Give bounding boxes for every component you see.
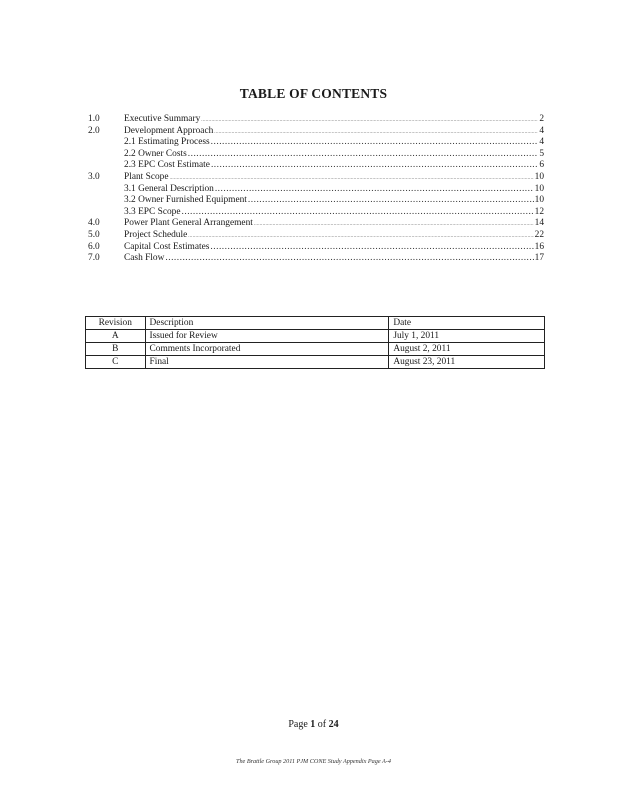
toc-entry[interactable]: [88, 230, 544, 242]
page-number-separator: of: [315, 719, 329, 730]
toc-leader-dots: [215, 184, 534, 196]
toc-entry[interactable]: [88, 195, 544, 207]
toc-leader-dots: [188, 149, 539, 161]
toc-entry-label: Cash Flow: [124, 253, 165, 264]
page-title: TABLE OF CONTENTS: [239, 86, 388, 101]
toc-entry-page: 10: [534, 183, 544, 194]
toc-entry-number: 2.0: [88, 125, 100, 136]
toc-entry-label: Executive Summary: [124, 114, 201, 124]
toc-entry[interactable]: [88, 114, 544, 126]
toc-entry[interactable]: [88, 207, 544, 219]
table-row: [86, 343, 545, 356]
toc-entry-page: 12: [534, 206, 544, 217]
toc-entry-number: 4.0: [88, 218, 100, 229]
toc-entry-number: 7.0: [88, 253, 100, 264]
toc-entry-label: Capital Cost Estimates: [124, 241, 210, 252]
toc-entry-page: 16: [534, 241, 544, 252]
toc-leader-dots: [165, 253, 533, 265]
toc-entry-page: 10: [534, 171, 544, 182]
description-cell: Final: [145, 356, 389, 369]
table-row: [86, 330, 545, 343]
toc-leader-dots: [211, 137, 539, 149]
toc-entry-page: 2: [539, 114, 544, 124]
toc-entry[interactable]: [88, 126, 544, 138]
toc-entry[interactable]: [88, 242, 544, 254]
toc-entry-label: 3.2 Owner Furnished Equipment: [124, 195, 247, 206]
toc-entry-label: Development Approach: [124, 125, 214, 136]
toc-entry-page: 6: [539, 160, 544, 171]
toc-entry-number: 6.0: [88, 241, 100, 252]
table-row: [86, 356, 545, 369]
page-number-current: 1: [310, 719, 316, 730]
toc-leader-dots: [210, 242, 533, 254]
date-cell: August 23, 2011: [389, 356, 545, 369]
toc-entry-page: 17: [534, 253, 544, 264]
toc-entry[interactable]: [88, 172, 544, 184]
revision-cell: B: [86, 343, 146, 356]
date-cell: August 2, 2011: [389, 343, 545, 356]
footer-note: The Brattle Group 2011 PJM CONE Study Appendix Page A-4: [236, 758, 391, 765]
toc-entry[interactable]: [88, 218, 544, 230]
description-cell: Comments Incorporated: [145, 343, 389, 356]
revision-cell: C: [86, 356, 146, 369]
revision-table: [85, 316, 545, 369]
toc-entry[interactable]: [88, 184, 544, 196]
date-cell: July 1, 2011: [389, 330, 545, 343]
toc-leader-dots: [182, 207, 534, 219]
toc-entry-page: 4: [539, 125, 544, 136]
toc-entry-page: 4: [539, 137, 544, 148]
toc-leader-dots: [211, 160, 538, 172]
page-number-total: 24: [328, 719, 339, 730]
description-cell: Issued for Review: [145, 330, 389, 343]
table-header-row: [86, 317, 545, 330]
toc-entry-label: 3.3 EPC Scope: [124, 206, 181, 217]
toc-entry-label: 2.3 EPC Cost Estimate: [124, 160, 210, 171]
page-number: [0, 719, 627, 730]
toc-entry-number: 3.0: [88, 171, 100, 182]
table-of-contents: [88, 114, 544, 265]
toc-entry-number: 1.0: [88, 114, 100, 124]
revision-cell: A: [86, 330, 146, 343]
toc-entry[interactable]: [88, 160, 544, 172]
toc-entry-page: 14: [534, 218, 544, 229]
toc-entry-label: 2.1 Estimating Process: [124, 137, 210, 148]
toc-entry-page: 5: [539, 148, 544, 159]
toc-entry-label: Plant Scope: [124, 171, 169, 182]
toc-entry-page: 10: [534, 195, 544, 206]
toc-entry[interactable]: [88, 253, 544, 265]
column-header-revision: Revision: [86, 317, 146, 330]
toc-entry[interactable]: [88, 149, 544, 161]
toc-leader-dots: [248, 195, 534, 207]
column-header-date: Date: [389, 317, 545, 330]
toc-entry-label: 3.1 General Description: [124, 183, 214, 194]
page-number-prefix: Page: [288, 719, 311, 730]
toc-entry-label: 2.2 Owner Costs: [124, 148, 187, 159]
toc-entry-label: Power Plant General Arrangement: [124, 218, 253, 229]
toc-entry-number: 5.0: [88, 229, 100, 240]
column-header-description: Description: [145, 317, 389, 330]
toc-entry-page: 22: [534, 229, 544, 240]
toc-entry-label: Project Schedule: [124, 229, 188, 240]
toc-entry[interactable]: [88, 137, 544, 149]
